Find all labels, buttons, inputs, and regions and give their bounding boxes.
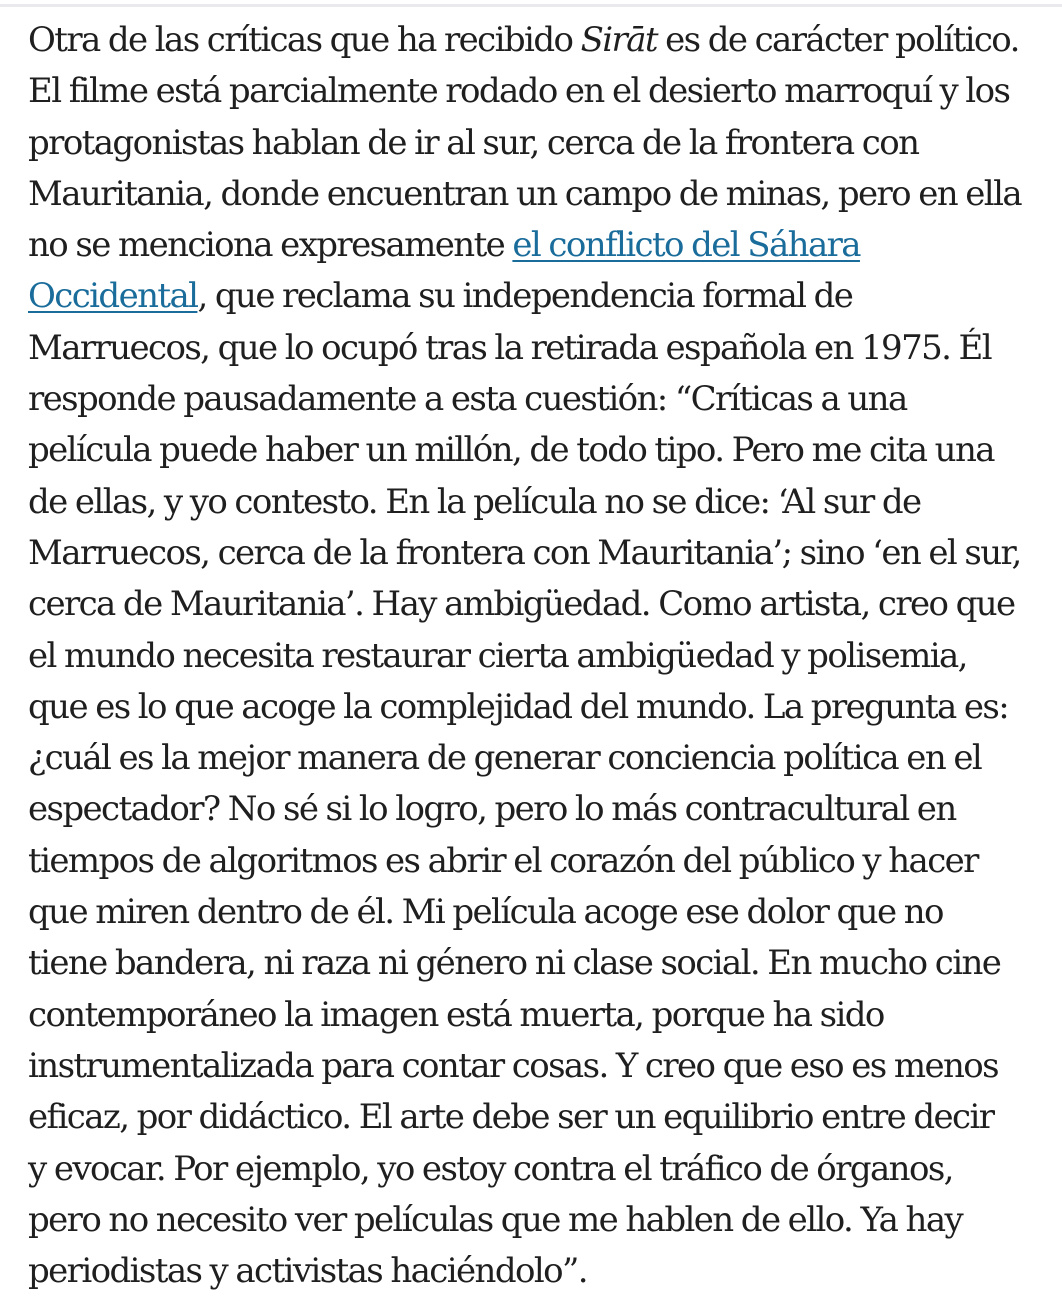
film-title: Sirāt [580,20,657,60]
paragraph-line: tiempos de algoritmos es abrir el corazón del público y hacer [28,840,978,881]
paragraph-line: película puede haber un millón, de todo tipo. Pero me cita una [28,430,994,471]
paragraph-line: que es lo que acoge la complejidad del mundo. La pregunta es: [28,686,1009,727]
paragraph-line: de ellas, y yo contesto. En la película no se dice: ‘Al sur de [28,481,921,522]
paragraph-line: el mundo necesita restaurar cierta ambigüedad y polisemia, [28,635,967,676]
paragraph-line: eficaz, por didáctico. El arte debe ser un equilibrio entre decir [28,1097,994,1138]
paragraph-line: tiene bandera, ni raza ni género ni clase social. En mucho cine [28,943,1001,984]
paragraph-line: protagonistas hablan de ir al sur, cerca de la frontera con [28,122,919,163]
paragraph-line: Mauritania, donde encuentran un campo de minas, pero en ella [28,173,1022,214]
paragraph-line: instrumentalizada para contar cosas. Y creo que eso es menos [28,1045,999,1086]
paragraph-line: periodistas y activistas haciéndolo”. [28,1251,588,1292]
paragraph-line: Marruecos, que lo ocupó tras la retirada española en 1975. Él [28,327,992,368]
paragraph-line: espectador? No sé si lo logro, pero lo más contracultural en [28,789,956,830]
paragraph-line: responde pausadamente a esta cuestión: “Críticas a una [28,379,907,420]
paragraph-line: pero no necesito ver películas que me hablen de ello. Ya hay [28,1199,963,1240]
paragraph-line: Otra de las críticas que ha recibido Sirāt es de carácter político. [28,20,1019,60]
paragraph-line: y evocar. Por ejemplo, yo estoy contra el tráfico de órganos, [28,1148,953,1189]
paragraph-line: contemporáneo la imagen está muerta, porque ha sido [28,994,884,1035]
paragraph-line: cerca de Mauritania’. Hay ambigüedad. Como artista, creo que [28,584,1015,625]
article-paragraph [28,15,1054,1297]
paragraph-line: que miren dentro de él. Mi película acoge ese dolor que no [28,892,943,933]
sahara-conflict-link-continued[interactable]: Occidental [28,276,198,317]
sahara-conflict-link[interactable]: el conflicto del Sáhara [512,225,860,266]
paragraph-line: Marruecos, cerca de la frontera con Mauritania’; sino ‘en el sur, [28,532,1021,573]
paragraph-line: Occidental, que reclama su independencia formal de [28,276,853,317]
paragraph-line: El filme está parcialmente rodado en el desierto marroquí y los [28,71,1010,112]
top-divider [0,4,1062,7]
paragraph-line: ¿cuál es la mejor manera de generar conciencia política en el [28,738,982,779]
paragraph-line: no se menciona expresamente el conflicto del Sáhara [28,225,860,266]
